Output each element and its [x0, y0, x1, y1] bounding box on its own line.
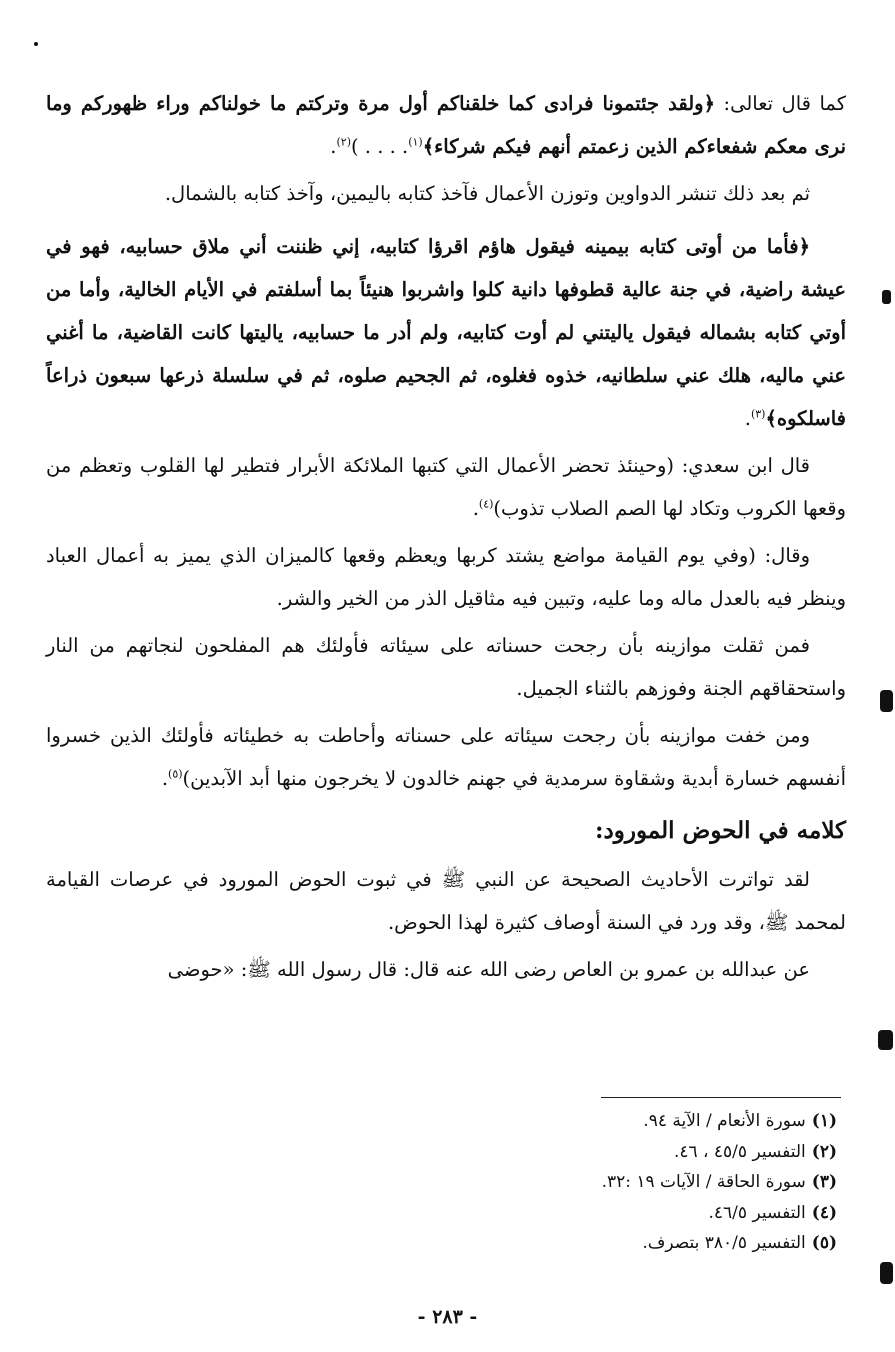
- footnote-ref: (٣): [750, 407, 766, 421]
- footnote-ref: (٥): [168, 767, 183, 781]
- paragraph-text: فمن ثقلت موازينه بأن رجحت حسناته على سيئاته فأولئك هم المفلحون لنجاتهم من النار واستحقاقهم الجنة وفوزهم بالثناء الجميل.: [46, 634, 846, 700]
- footnote-number: (١): [811, 1111, 837, 1131]
- paragraph-heavy-scales: [46, 624, 846, 710]
- paragraph-text: لقد تواترت الأحاديث الصحيحة عن النبي ﷺ في ثبوت الحوض المورود في عرصات القيامة لمحمد ﷺ، وقد ورد في السنة أوصاف كثيرة لهذا الحوض.: [46, 868, 846, 934]
- section-heading: كلامه في الحوض المورود:: [595, 817, 846, 844]
- footnote-divider: [601, 1097, 841, 1098]
- footnote-number: (٣): [811, 1172, 837, 1192]
- scan-speck: [34, 42, 38, 46]
- quran-quote: ﴿فأما من أوتى كتابه بيمينه فيقول هاؤم اقرؤا كتابيه، إني ظننت أني ملاق حسابيه، فهو في عيشة راضية، في جنة عالية قطوفها دانية كلوا واشربوا هنيئاً بما أسلفتم في الأيام الخالية، وأما من أوتي كتابه بشماله فيقول ياليتني لم أوت كتابيه، ولم أدر ما حسابيه، ياليتها كانت القاضية، ما أغني عني ماليه، هلك عني سلطانيه، خذوه فغلوه، ثم الجحيم صلوه، ثم في سلسلة ذرعها سبعون ذراعاً فاسلكوه﴾: [46, 235, 846, 430]
- footnote-text: التفسير ٤٥/٥ ، ٤٦.: [673, 1141, 806, 1162]
- paragraph-ibn-saadi: [46, 444, 846, 530]
- paragraph-mizan: [46, 534, 846, 620]
- page-number: - ٢٨٣ -: [417, 1306, 478, 1328]
- period: .: [330, 135, 337, 158]
- footnotes: [457, 1106, 837, 1259]
- paragraph-quote-anam: [46, 82, 846, 168]
- scan-speck: [880, 690, 893, 712]
- footnote-item: [457, 1167, 837, 1198]
- footnote-item: [457, 1228, 837, 1259]
- footnote-item: [457, 1137, 837, 1168]
- period: .: [472, 497, 479, 520]
- scan-speck: [878, 1030, 893, 1050]
- paragraph-text: قال ابن سعدي: (وحينئذ تحضر الأعمال التي كتبها الملائكة الأبرار فتطير لها القلوب وتعظم من وقعها الكروب وتكاد لها الصم الصلاب تذوب): [46, 454, 846, 520]
- scan-speck: [880, 1262, 893, 1284]
- footnote-number: (٢): [811, 1141, 837, 1162]
- footnote-item: [457, 1198, 837, 1229]
- footnote-text: التفسير ٤٦/٥.: [708, 1202, 806, 1223]
- footnote-text: سورة الحاقة / الآيات ١٩ :٣٢.: [601, 1172, 806, 1192]
- footnote-ref: (٢): [336, 135, 351, 149]
- scan-speck: [882, 290, 891, 304]
- footnote-item: [457, 1106, 837, 1137]
- footnote-text: سورة الأنعام / الآية ٩٤.: [643, 1111, 806, 1131]
- period: .: [161, 767, 169, 790]
- footnote-number: (٤): [811, 1202, 837, 1223]
- footnote-ref: (١): [408, 135, 423, 149]
- footnote-text: التفسير ٣٨٠/٥ بتصرف.: [642, 1233, 806, 1253]
- footnote-number: (٥): [811, 1233, 837, 1253]
- paragraph-text: عن عبدالله بن عمرو بن العاص رضى الله عنه قال: قال رسول الله ﷺ: «حوضى: [167, 958, 810, 981]
- paragraph-text: وقال: (وفي يوم القيامة مواضع يشتد كربها ويعظم وقعها كالميزان الذي يميز به أعمال العباد وينظر فيه بالعدل ماله وما عليه، وتبين فيه مثاقيل الذر من الخير والشر.: [46, 544, 846, 610]
- paragraph-hadith: [46, 948, 846, 991]
- paragraph-diwans: [46, 172, 846, 215]
- lead-text: كما قال تعالى:: [715, 92, 846, 115]
- ellipsis-text: . . . . ): [350, 135, 409, 158]
- paragraph-quote-haqqa: [46, 225, 846, 440]
- page-body: [46, 82, 846, 995]
- paragraph-text: ومن خفت موازينه بأن رجحت سيئاته على حسناته وأحاطت به خطيئاته فأولئك الذين خسروا أنفسهم خسارة أبدية وشقاوة سرمدية في جهنم خالدون لا يخرجون منها أبد الآبدين): [46, 724, 846, 790]
- paragraph-hawd: [46, 858, 846, 944]
- footnote-ref: (٤): [478, 497, 494, 511]
- quran-quote: ﴿ولقد جئتمونا فرادى كما خلقناكم أول مرة وتركتم ما خولناكم وراء ظهوركم وما نرى معكم شفعاءكم الذين زعمتم أنهم فيكم شركاء﴾: [46, 92, 846, 158]
- paragraph-light-scales: [46, 714, 846, 800]
- paragraph-text: ثم بعد ذلك تنشر الدواوين وتوزن الأعمال فآخذ كتابه باليمين، وآخذ كتابه بالشمال.: [164, 182, 810, 205]
- period: .: [744, 407, 751, 430]
